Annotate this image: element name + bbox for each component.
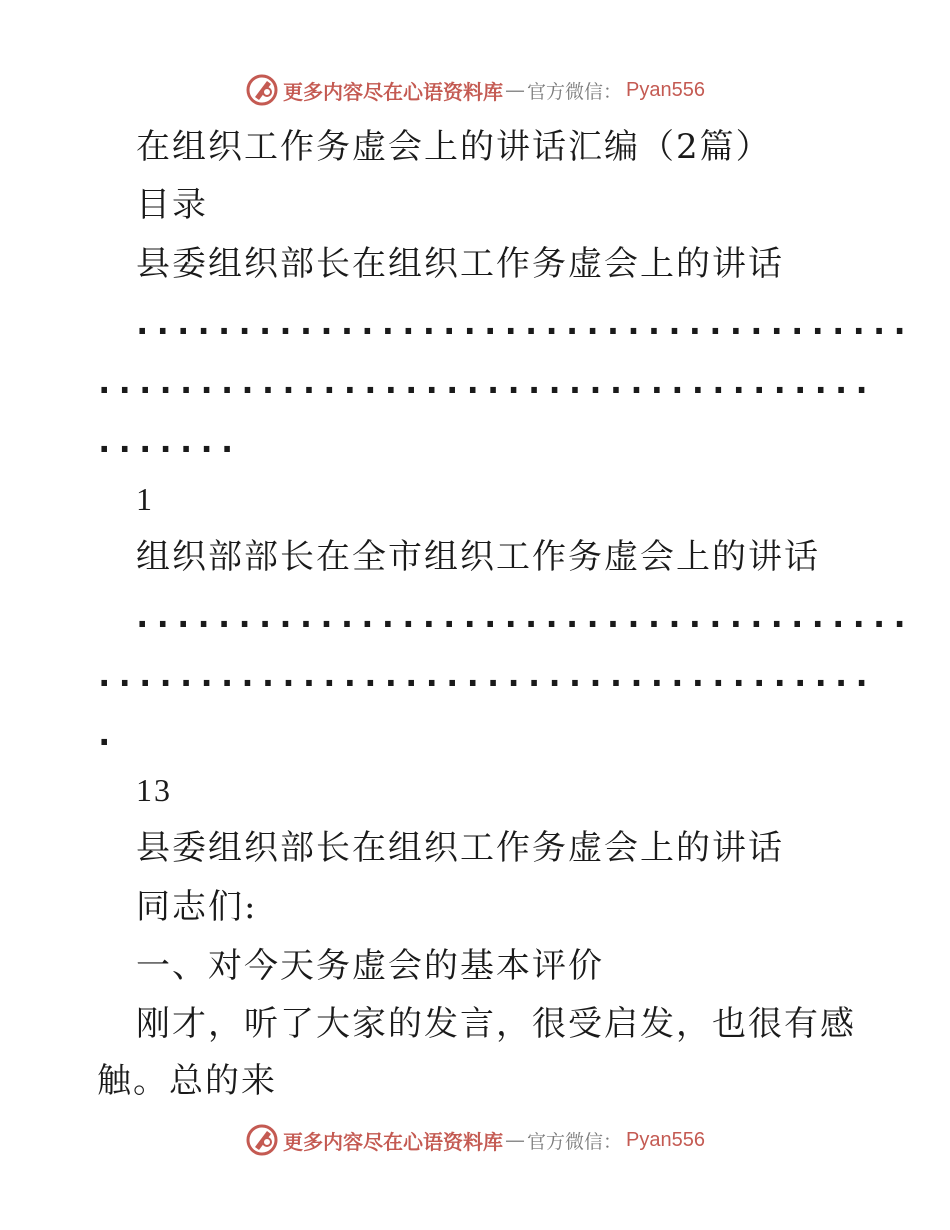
toc-leader-dots: . <box>94 714 115 754</box>
salutation: 同志们: <box>136 887 258 927</box>
wechat-id: Pyan556 <box>626 78 705 101</box>
brand-slogan: 更多内容尽在心语资料库 <box>283 79 503 104</box>
toc-leader-dots: ...................................... <box>132 596 910 636</box>
toc-leader-dots: ...................................... <box>94 655 872 695</box>
header-banner <box>0 70 950 110</box>
toc-page-number: 13 <box>136 772 172 808</box>
footer-banner <box>0 1120 950 1160</box>
brand-logo-icon <box>245 1123 279 1157</box>
section-heading: 一、对今天务虚会的基本评价 <box>136 946 604 986</box>
speech-title: 县委组织部长在组织工作务虚会上的讲话 <box>136 828 784 868</box>
toc-leader-dots: ...................................... <box>132 303 910 343</box>
brand-slogan: 更多内容尽在心语资料库 <box>283 1129 503 1154</box>
brand-logo-icon <box>245 73 279 107</box>
wechat-label: 官方微信： <box>527 1130 623 1153</box>
toc-page-number: 1 <box>136 481 154 517</box>
toc-entry-2[interactable]: 组织部部长在全市组织工作务虚会上的讲话 <box>136 537 820 577</box>
banner-separator: — <box>505 1128 525 1152</box>
toc-leader-dots: ...................................... <box>94 362 872 402</box>
paragraph-line: 刚才，听了大家的发言，很受启发，也很有感 <box>136 1004 856 1044</box>
paragraph-line: 触。总的来 <box>97 1061 277 1101</box>
banner-separator: — <box>505 78 525 102</box>
wechat-label: 官方微信： <box>527 80 623 103</box>
toc-heading: 目录 <box>136 185 208 225</box>
wechat-id: Pyan556 <box>626 1128 705 1151</box>
toc-leader-dots: ....... <box>94 421 238 461</box>
document-title: 在组织工作务虚会上的讲话汇编（2篇） <box>136 127 772 167</box>
toc-entry-1[interactable]: 县委组织部长在组织工作务虚会上的讲话 <box>136 244 784 284</box>
